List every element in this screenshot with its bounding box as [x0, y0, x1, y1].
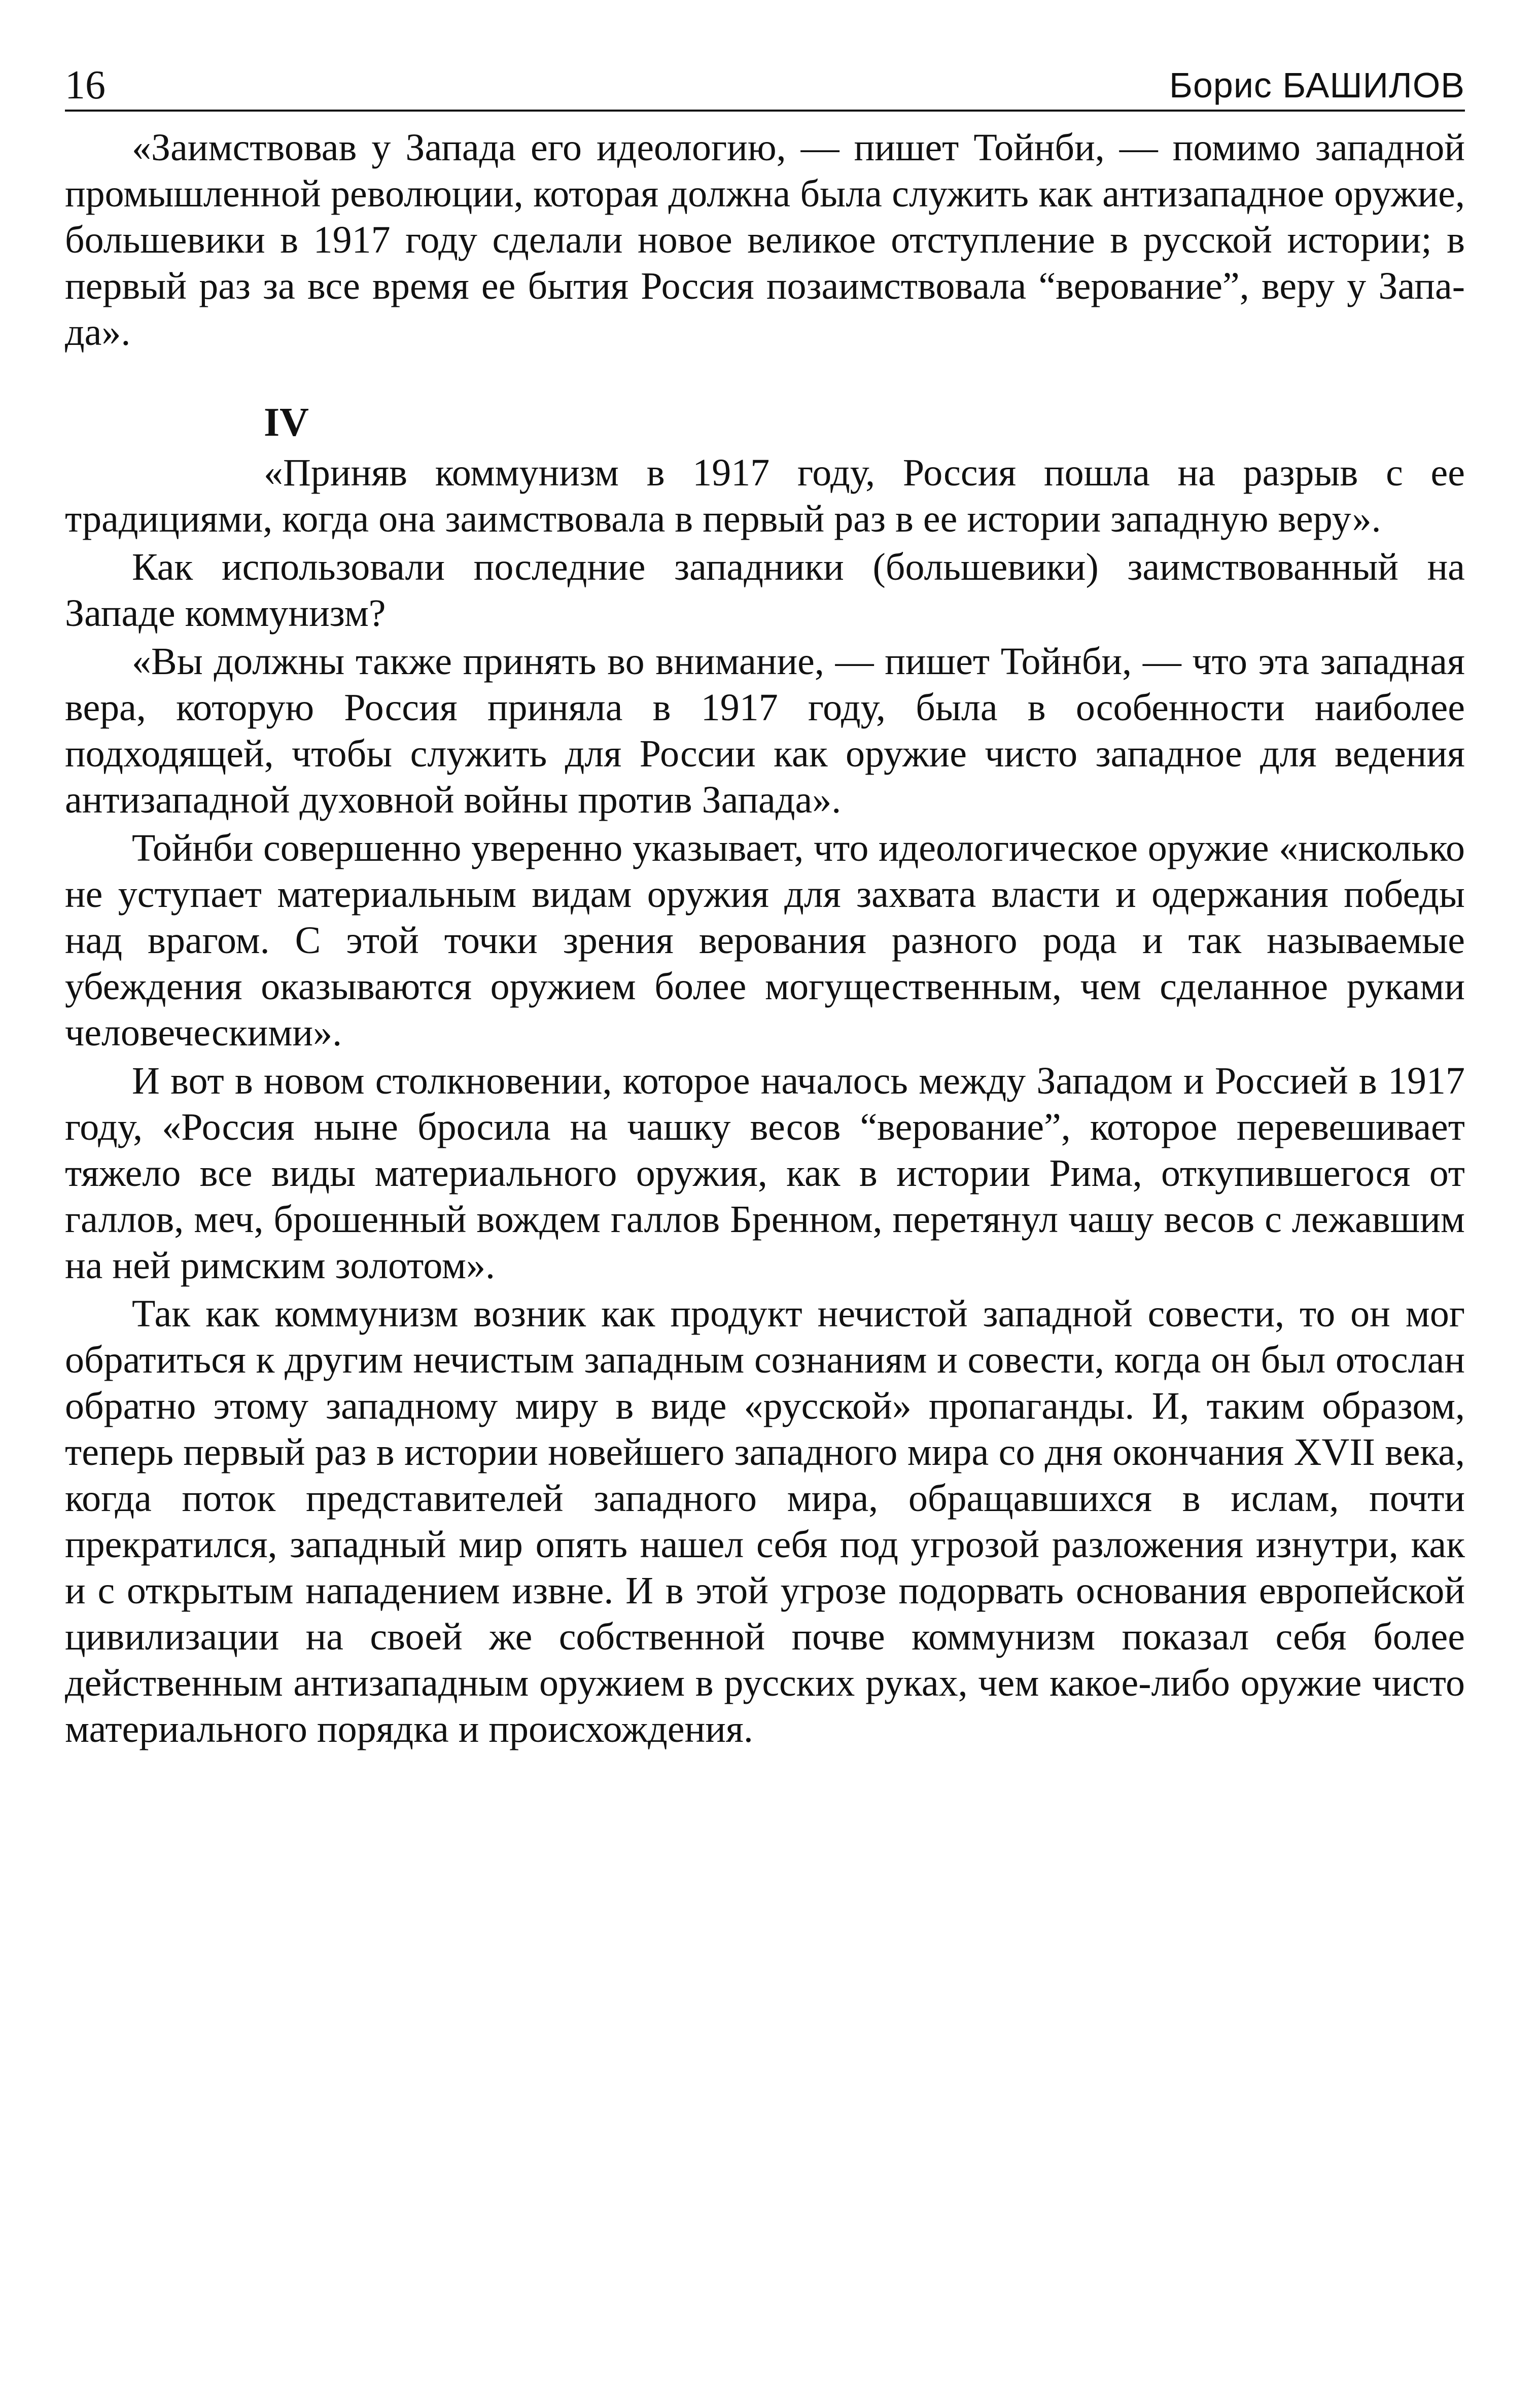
- page-number: 16: [65, 63, 106, 108]
- paragraph-2: «Приняв коммунизм в 1917 году, Россия пошла на разрыв с ее традициями, когда она заимствовала в первый раз в ее истории западную веру».: [65, 451, 1465, 540]
- paragraph-3: Как использовали последние западники (большевики) заимствованный на Западе коммунизм?: [65, 546, 1465, 635]
- body-text: [65, 125, 1465, 1752]
- book-page: [65, 61, 1465, 1752]
- paragraph-1: «Заимствовав у Запада его идеологию, — пишет Тойнби, — помимо западной промышленной революции, которая должна была служить как антизападное оружие, большевики в 1917 году сделали новое великое отступление в русской истории; в первый раз за все время ее бытия Россия позаимствовала “верование”, веру у Запада».: [65, 126, 1465, 354]
- paragraph-5: Тойнби совершенно уверенно указывает, что идеологическое оружие «нисколько не уступает материальным видам оружия для захвата власти и одержания победы над врагом. С этой точки зрения верования разного рода и так называемые убеждения оказываются оружием более могущественным, чем сделанное руками человеческими».: [65, 827, 1465, 1054]
- paragraph-4: «Вы должны также принять во внимание, — пишет Тойнби, — что эта западная вера, которую Россия приняла в 1917 году, была в особенности наиболее подходящей, чтобы служить для России как оружие чисто западное для ведения антизападной духовной войны против Запада».: [65, 640, 1465, 821]
- section-number: IV: [264, 400, 309, 445]
- paragraph-6: И вот в новом столкновении, которое началось между Западом и Россией в 1917 году, «Россия ныне бросила на чашку весов “верование”, которое перевешивает тяжело все виды материального оружия, как в истории Рима, откупившегося от галлов, меч, брошенный вождем галлов Бренном, перетянул чашу весов с лежавшим на ней римским золотом».: [65, 1060, 1465, 1287]
- running-head: [65, 61, 1465, 112]
- paragraph-7: Так как коммунизм возник как продукт нечистой западной совести, то он мог обратиться к другим нечистым западным сознаниям и совести, когда он был отослан обратно этому западному миру в виде «русской» пропаганды. И, таким образом, теперь первый раз в истории новейшего западного мира со дня окончания XVII века, когда поток представителей западного мира, обращавшихся в ислам, почти прекратился, западный мир опять нашел себя под угрозой разложения изнутри, как и с открытым нападением извне. И в этой угрозе подорвать основания европейской цивилизации на своей же собственной почве коммунизм показал себя более действенным антизападным оружием в русских руках, чем какое-либо оружие чисто материального порядка и происхождения.: [65, 1292, 1465, 1750]
- running-title: Борис БАШИЛОВ: [1169, 65, 1465, 105]
